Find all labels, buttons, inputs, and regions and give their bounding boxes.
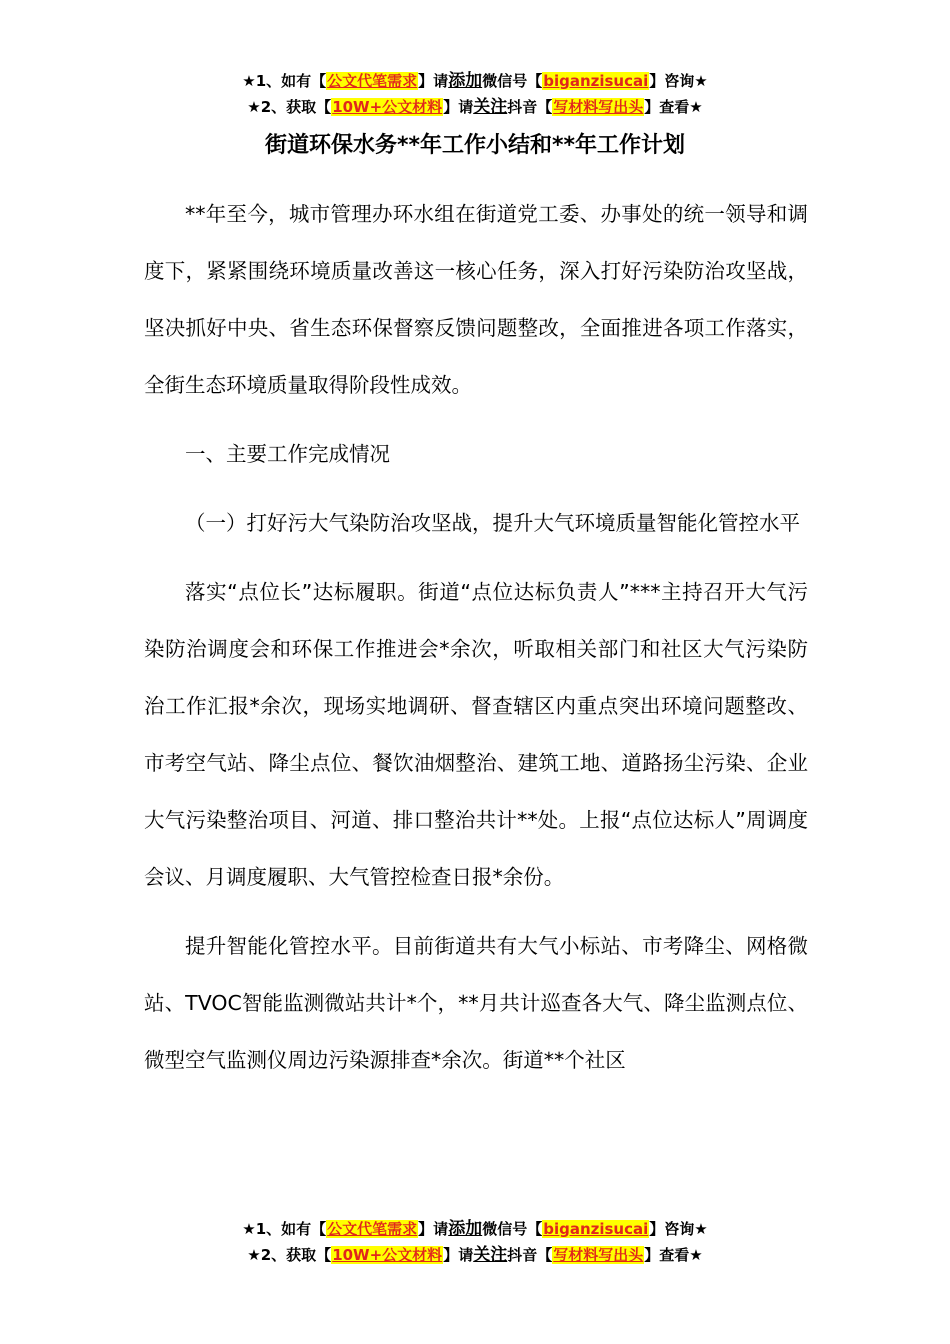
highlight-douyin: 写材料写出头: [553, 1246, 644, 1264]
banner-text: 】请: [418, 1220, 449, 1238]
highlight-service: 公文代笔需求: [327, 72, 418, 90]
highlight-wechat-id: biganzisucai: [543, 72, 649, 90]
highlight-materials: 10W+公文材料: [332, 1246, 443, 1264]
banner-text: 抖音【: [507, 98, 553, 116]
banner-line-1: [0, 1216, 950, 1242]
banner-text: 】请: [443, 98, 474, 116]
banner-emphasis: 添加: [448, 71, 483, 91]
banner-text: 】咨询★: [649, 72, 708, 90]
banner-line-2: [0, 1242, 950, 1268]
banner-text: 】请: [418, 72, 449, 90]
banner-text: 2、获取【: [260, 1246, 332, 1264]
banner-text: 】请: [443, 1246, 474, 1264]
highlight-douyin: 写材料写出头: [553, 98, 644, 116]
star-icon: ★: [247, 1246, 261, 1264]
banner-text: 1、如有【: [255, 72, 327, 90]
document-title: 街道环保水务**年工作小结和**年工作计划: [264, 133, 686, 158]
banner-line-2: [0, 94, 950, 120]
star-icon: ★: [247, 98, 261, 116]
star-icon: ★: [242, 1220, 256, 1238]
paragraph-intro: **年至今，城市管理办环水组在街道党工委、办事处的统一领导和调度下，紧紧围绕环境质量改善这一核心任务，深入打好污染防治攻坚战，坚决抓好中央、省生态环保督察反馈问题整改，全面推进各项工作落实，全街生态环境质量取得阶段性成效。: [144, 202, 808, 397]
banner-text: 抖音【: [507, 1246, 553, 1264]
footer-banner: [0, 1216, 950, 1268]
section-heading: 一、主要工作完成情况: [185, 442, 390, 466]
highlight-wechat-id: biganzisucai: [543, 1220, 649, 1238]
banner-text: 】查看★: [644, 1246, 703, 1264]
header-banner: [0, 68, 950, 120]
document-body: [144, 186, 808, 1101]
banner-emphasis: 关注: [473, 1245, 508, 1265]
banner-text: 1、如有【: [255, 1220, 327, 1238]
banner-text: 微信号【: [482, 72, 543, 90]
banner-text: 】咨询★: [649, 1220, 708, 1238]
banner-text: 2、获取【: [260, 98, 332, 116]
highlight-materials: 10W+公文材料: [332, 98, 443, 116]
banner-emphasis: 添加: [448, 1219, 483, 1239]
banner-text: 微信号【: [482, 1220, 543, 1238]
banner-text: 】查看★: [644, 98, 703, 116]
paragraph: 落实“点位长”达标履职。街道“点位达标负责人”***主持召开大气污染防治调度会和环保工作推进会*余次，听取相关部门和社区大气污染防治工作汇报*余次，现场实地调研、督查辖区内重点突出环境问题整改、市考空气站、降尘点位、餐饮油烟整治、建筑工地、道路扬尘污染、企业大气污染整治项目、河道、排口整治共计**处。上报“点位达标人”周调度会议、月调度履职、大气管控检查日报*余份。: [144, 580, 808, 889]
banner-emphasis: 关注: [473, 97, 508, 117]
subsection-heading: （一）打好污大气染防治攻坚战，提升大气环境质量智能化管控水平: [185, 511, 800, 535]
star-icon: ★: [242, 72, 256, 90]
paragraph: 提升智能化管控水平。目前街道共有大气小标站、市考降尘、网格微站、TVOC智能监测微站共计*个，**月共计巡查各大气、降尘监测点位、微型空气监测仪周边污染源排查*余次。街道**个社区: [144, 934, 808, 1072]
highlight-service: 公文代笔需求: [327, 1220, 418, 1238]
banner-line-1: [0, 68, 950, 94]
